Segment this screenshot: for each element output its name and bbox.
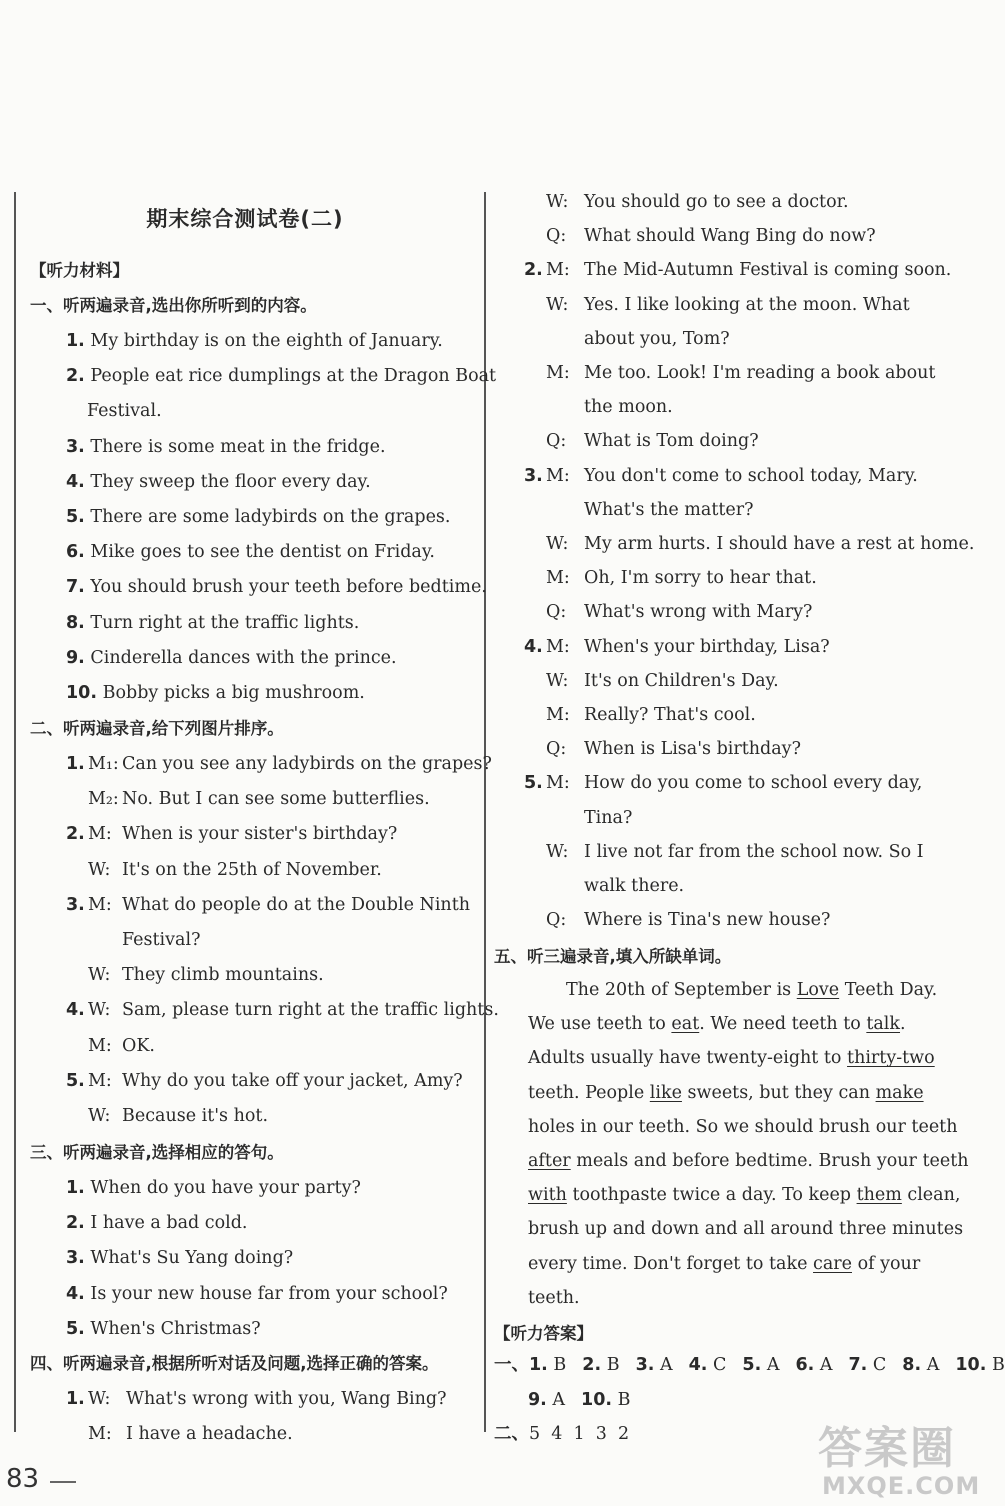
speaker-label: M: xyxy=(546,636,570,657)
filled-blank: like xyxy=(649,1082,682,1103)
item-number: 9. xyxy=(66,647,85,668)
watermark-url: MXQE.COM xyxy=(822,1472,981,1500)
answer-letter: A xyxy=(552,1390,566,1410)
item-number: 5. xyxy=(524,773,543,794)
item-text: Is your new house far from your school? xyxy=(90,1283,448,1304)
dialogue-text: Yes. I like looking at the moon. What xyxy=(584,294,910,315)
item-number: 4. xyxy=(66,1000,85,1021)
dialogue-line xyxy=(524,874,684,898)
dialogue-line xyxy=(524,669,779,693)
dialogue-line xyxy=(66,1034,155,1058)
dialogue-text: What's the matter? xyxy=(584,499,754,520)
section-1-item xyxy=(66,364,496,388)
answer-number: 6. xyxy=(795,1355,815,1375)
dialogue-line xyxy=(524,224,876,248)
dialogue-line xyxy=(66,858,382,882)
dialogue-line xyxy=(66,998,499,1022)
section-1-item xyxy=(66,470,371,494)
watermark-logo: 答案圈 xyxy=(818,1423,956,1474)
dialogue-line xyxy=(524,327,730,351)
speaker-label: W: xyxy=(546,294,569,315)
filled-blank: make xyxy=(875,1082,924,1103)
answer-number: 10. xyxy=(581,1390,613,1410)
dialogue-line xyxy=(524,429,759,453)
passage-line xyxy=(528,1217,963,1241)
dialogue-text: OK. xyxy=(122,1035,155,1056)
section-1-item-continued: Festival. xyxy=(87,401,162,422)
section-1-item xyxy=(66,646,397,670)
item-number: 4. xyxy=(524,636,543,657)
answer-number: 8. xyxy=(902,1355,922,1375)
speaker-label: Q: xyxy=(546,910,567,931)
dialogue-text: What do people do at the Double Ninth xyxy=(122,894,470,915)
section-3-heading: 三、听两遍录音,选择相应的答句。 xyxy=(30,1143,284,1162)
item-text: Cinderella dances with the prince. xyxy=(90,647,397,668)
answers-section-1-cont xyxy=(528,1388,631,1412)
dialogue-text: The Mid-Autumn Festival is coming soon. xyxy=(584,260,952,281)
speaker-label: M: xyxy=(88,1070,112,1091)
dialogue-line xyxy=(524,258,951,282)
dialogue-line xyxy=(66,787,430,811)
dialogue-text: What's wrong with you, Wang Bing? xyxy=(126,1389,447,1409)
section-1-item xyxy=(66,575,487,599)
item-number: 3. xyxy=(66,1248,85,1269)
page-number: 83 xyxy=(6,1464,40,1494)
answer-letter: C xyxy=(872,1355,887,1375)
answer-sequence: 5 4 1 3 2 xyxy=(529,1424,630,1444)
answer-letter: C xyxy=(713,1355,727,1375)
speaker-label: M: xyxy=(88,824,112,845)
passage-text: brush up and down and all around three minutes xyxy=(528,1219,964,1240)
item-number: 6. xyxy=(66,542,85,563)
item-number: 3. xyxy=(524,465,543,486)
filled-blank: care xyxy=(813,1253,852,1274)
answer-number: 5. xyxy=(742,1355,762,1375)
dialogue-line xyxy=(524,190,849,214)
item-number: 8. xyxy=(66,612,85,633)
speaker-label: Q: xyxy=(546,602,567,623)
dialogue-text: Oh, I'm sorry to hear that. xyxy=(584,568,817,589)
item-number: 7. xyxy=(66,577,85,598)
passage-line xyxy=(528,1252,920,1276)
speaker-label: M: xyxy=(546,773,570,794)
speaker-label: M: xyxy=(546,363,570,383)
answers-header: 【听力答案】 xyxy=(494,1324,593,1343)
speaker-label: M: xyxy=(546,465,570,486)
answer-letter: A xyxy=(926,1355,940,1375)
item-number: 3. xyxy=(66,436,85,457)
filled-blank: talk xyxy=(866,1014,901,1035)
section-1-item xyxy=(66,435,386,459)
passage-text: sweets, but they can xyxy=(681,1082,876,1103)
item-number: 5. xyxy=(66,1070,85,1091)
dialogue-text: They climb mountains. xyxy=(122,965,324,986)
item-number: 5. xyxy=(66,507,85,527)
item-number: 10. xyxy=(66,683,98,703)
listening-material-header: 【听力材料】 xyxy=(30,261,129,280)
passage-line xyxy=(528,1081,924,1105)
item-number: 5. xyxy=(66,1318,85,1339)
section-1-item xyxy=(66,681,365,705)
section-3-item xyxy=(66,1317,261,1341)
dialogue-line xyxy=(524,703,756,727)
answers-section-label: 一、 xyxy=(494,1355,529,1375)
item-number: 2. xyxy=(66,366,85,387)
section-1-item xyxy=(66,329,443,353)
dialogue-text: When is your sister's birthday? xyxy=(122,824,398,845)
dialogue-text: It's on the 25th of November. xyxy=(122,859,382,880)
answer-number: 1. xyxy=(529,1355,548,1375)
section-3-item xyxy=(66,1176,361,1200)
dialogue-line xyxy=(66,1422,293,1446)
dialogue-text: What's wrong with Mary? xyxy=(584,602,813,623)
item-number: 2. xyxy=(66,1213,85,1234)
filled-blank: after xyxy=(528,1151,571,1171)
passage-text: . xyxy=(900,1014,906,1035)
answer-number: 7. xyxy=(848,1355,868,1375)
answer-number: 4. xyxy=(688,1355,708,1375)
item-text: There are some ladybirds on the grapes. xyxy=(90,507,451,527)
passage-text: Teeth Day. xyxy=(839,980,938,1000)
dialogue-text: Where is Tina's new house? xyxy=(584,910,831,931)
item-text: My birthday is on the eighth of January. xyxy=(90,331,443,351)
filled-blank: thirty-two xyxy=(847,1048,935,1069)
speaker-label: M₂: xyxy=(88,789,119,810)
answer-number: 2. xyxy=(582,1355,602,1375)
dialogue-text: Can you see any ladybirds on the grapes? xyxy=(122,754,492,774)
speaker-label: W: xyxy=(88,1106,111,1126)
filled-blank: eat xyxy=(671,1014,700,1035)
item-number: 1. xyxy=(66,331,85,351)
dialogue-text: What is Tom doing? xyxy=(584,431,759,452)
passage-text: The 20th of September is xyxy=(566,980,797,1000)
dialogue-text: I have a headache. xyxy=(126,1424,293,1444)
filled-blank: Love xyxy=(796,980,840,1000)
section-3-item xyxy=(66,1246,293,1270)
filled-blank: them xyxy=(856,1185,902,1206)
dialogue-text: Why do you take off your jacket, Amy? xyxy=(122,1070,463,1091)
passage-text: . We need teeth to xyxy=(699,1014,867,1035)
speaker-label: Q: xyxy=(546,739,567,760)
passage-line xyxy=(528,1046,935,1070)
dialogue-text: What should Wang Bing do now? xyxy=(584,226,876,247)
speaker-label: W: xyxy=(88,965,111,986)
passage-line xyxy=(528,1286,580,1310)
answers-section-1 xyxy=(494,1353,1005,1377)
item-number: 1. xyxy=(66,1178,85,1198)
item-number: 2. xyxy=(66,824,85,845)
answer-letter: A xyxy=(819,1355,833,1375)
dialogue-text: You should go to see a doctor. xyxy=(584,192,849,212)
answer-number: 9. xyxy=(528,1390,547,1410)
passage-text: clean, xyxy=(901,1185,961,1206)
passage-text: every time. Don't forget to take xyxy=(528,1253,814,1274)
speaker-label: M: xyxy=(546,568,570,589)
left-margin-rule xyxy=(14,192,16,1432)
page-title: 期末综合测试卷(二) xyxy=(146,207,344,231)
dialogue-text: When is Lisa's birthday? xyxy=(584,739,801,760)
answer-letter: B xyxy=(606,1355,620,1375)
answer-letter: A xyxy=(766,1355,780,1375)
dialogue-line xyxy=(524,464,918,488)
speaker-label: M₁: xyxy=(88,754,119,774)
item-text: When's Christmas? xyxy=(90,1318,261,1339)
dialogue-text: Really? That's cool. xyxy=(584,705,756,725)
dialogue-line xyxy=(524,840,924,864)
dialogue-line xyxy=(524,908,830,932)
answer-letter: B xyxy=(553,1355,567,1375)
answer-letter: A xyxy=(659,1355,673,1375)
item-text: What's Su Yang doing? xyxy=(90,1248,294,1269)
dialogue-line xyxy=(66,1387,447,1411)
section-3-item xyxy=(66,1282,448,1306)
dialogue-line xyxy=(524,737,801,761)
dialogue-text: It's on Children's Day. xyxy=(584,670,779,691)
item-text: There is some meat in the fridge. xyxy=(90,436,386,457)
dialogue-text: Me too. Look! I'm reading a book about xyxy=(584,363,936,383)
item-number: 1. xyxy=(66,754,85,774)
section-1-item xyxy=(66,611,359,635)
item-number: 4. xyxy=(66,471,85,492)
dialogue-text: You don't come to school today, Mary. xyxy=(584,465,918,486)
section-1-heading: 一、听两遍录音,选出你所听到的内容。 xyxy=(30,296,317,315)
dialogue-line xyxy=(66,893,470,917)
passage-text: teeth. People xyxy=(528,1082,650,1103)
passage-text: We use teeth to xyxy=(528,1014,672,1035)
item-text: When do you have your party? xyxy=(90,1178,361,1198)
speaker-label: M: xyxy=(88,1424,112,1444)
dialogue-line xyxy=(66,963,324,987)
dialogue-line xyxy=(524,771,922,795)
passage-text: teeth. xyxy=(528,1287,580,1308)
section-1-item xyxy=(66,505,450,529)
answer-number: 10. xyxy=(955,1355,987,1375)
dialogue-line xyxy=(66,822,397,846)
item-number: 3. xyxy=(66,894,85,915)
dialogue-line xyxy=(524,532,974,556)
passage-text: holes in our teeth. So we should brush our teeth xyxy=(528,1116,958,1137)
item-text: They sweep the floor every day. xyxy=(90,471,371,492)
section-4-heading: 四、听两遍录音,根据所听对话及问题,选择正确的答案。 xyxy=(30,1354,439,1373)
item-text: Mike goes to see the dentist on Friday. xyxy=(90,542,435,563)
section-5-heading: 五、听三遍录音,填入所缺单词。 xyxy=(494,947,732,966)
speaker-label: W: xyxy=(546,192,569,212)
dialogue-text: I live not far from the school now. So I xyxy=(584,841,924,862)
answers-section-2 xyxy=(494,1422,629,1446)
passage-line xyxy=(528,1115,958,1139)
item-text: I have a bad cold. xyxy=(90,1213,248,1234)
dialogue-line xyxy=(66,928,200,952)
answer-number: 3. xyxy=(635,1355,655,1375)
dialogue-text: When's your birthday, Lisa? xyxy=(584,636,830,657)
item-text: Bobby picks a big mushroom. xyxy=(102,683,365,703)
dialogue-line xyxy=(524,498,754,522)
passage-text: of your xyxy=(852,1253,921,1274)
dialogue-text: about you, Tom? xyxy=(584,328,730,349)
passage-text: toothpaste twice a day. To keep xyxy=(566,1185,857,1206)
dialogue-text: the moon. xyxy=(584,397,673,418)
dialogue-text: Sam, please turn right at the traffic lights. xyxy=(122,1000,499,1021)
dialogue-line xyxy=(524,566,817,590)
speaker-label: Q: xyxy=(546,431,567,452)
dialogue-text: walk there. xyxy=(584,876,685,896)
dialogue-line xyxy=(66,752,492,776)
speaker-label: W: xyxy=(88,859,111,880)
section-3-item xyxy=(66,1211,248,1235)
passage-line xyxy=(528,1012,906,1036)
speaker-label: W: xyxy=(546,670,569,691)
speaker-label: W: xyxy=(546,841,569,862)
speaker-label: M: xyxy=(88,894,112,915)
item-text: You should brush your teeth before bedtime. xyxy=(90,577,487,598)
passage-line xyxy=(528,1149,969,1173)
page-number-dash xyxy=(50,1481,76,1483)
item-text: People eat rice dumplings at the Dragon Boat xyxy=(90,366,497,387)
speaker-label: M: xyxy=(88,1035,112,1056)
answer-letter: B xyxy=(991,1355,1005,1375)
speaker-label: W: xyxy=(88,1389,111,1409)
dialogue-text: How do you come to school every day, xyxy=(584,773,923,794)
speaker-label: W: xyxy=(88,1000,111,1021)
passage-text: meals and before bedtime. Brush your teeth xyxy=(570,1151,969,1171)
answers-section-label: 二、 xyxy=(494,1424,529,1444)
speaker-label: M: xyxy=(546,705,570,725)
passage-line xyxy=(528,1183,960,1207)
dialogue-text: My arm hurts. I should have a rest at home. xyxy=(584,534,975,554)
dialogue-line xyxy=(66,1069,463,1093)
dialogue-text: No. But I can see some butterflies. xyxy=(122,789,430,810)
item-number: 1. xyxy=(66,1389,85,1409)
speaker-label: Q: xyxy=(546,226,567,247)
item-text: Turn right at the traffic lights. xyxy=(90,612,360,633)
section-1-item xyxy=(66,540,435,564)
filled-blank: with xyxy=(528,1185,567,1206)
dialogue-line xyxy=(524,293,910,317)
section-2-heading: 二、听两遍录音,给下列图片排序。 xyxy=(30,719,284,738)
dialogue-text: Tina? xyxy=(584,807,633,828)
answer-letter: B xyxy=(617,1390,631,1410)
item-number: 4. xyxy=(66,1283,85,1304)
item-number: 2. xyxy=(524,260,543,281)
dialogue-line xyxy=(524,395,673,419)
speaker-label: M: xyxy=(546,260,570,281)
dialogue-line xyxy=(524,361,935,385)
dialogue-text: Because it's hot. xyxy=(122,1106,269,1126)
dialogue-text: Festival? xyxy=(122,930,201,950)
dialogue-line xyxy=(524,806,632,830)
speaker-label: W: xyxy=(546,534,569,554)
passage-line xyxy=(566,978,938,1002)
dialogue-line xyxy=(524,600,812,624)
dialogue-line xyxy=(524,635,830,659)
dialogue-line xyxy=(66,1104,268,1128)
passage-text: Adults usually have twenty-eight to xyxy=(528,1048,848,1069)
